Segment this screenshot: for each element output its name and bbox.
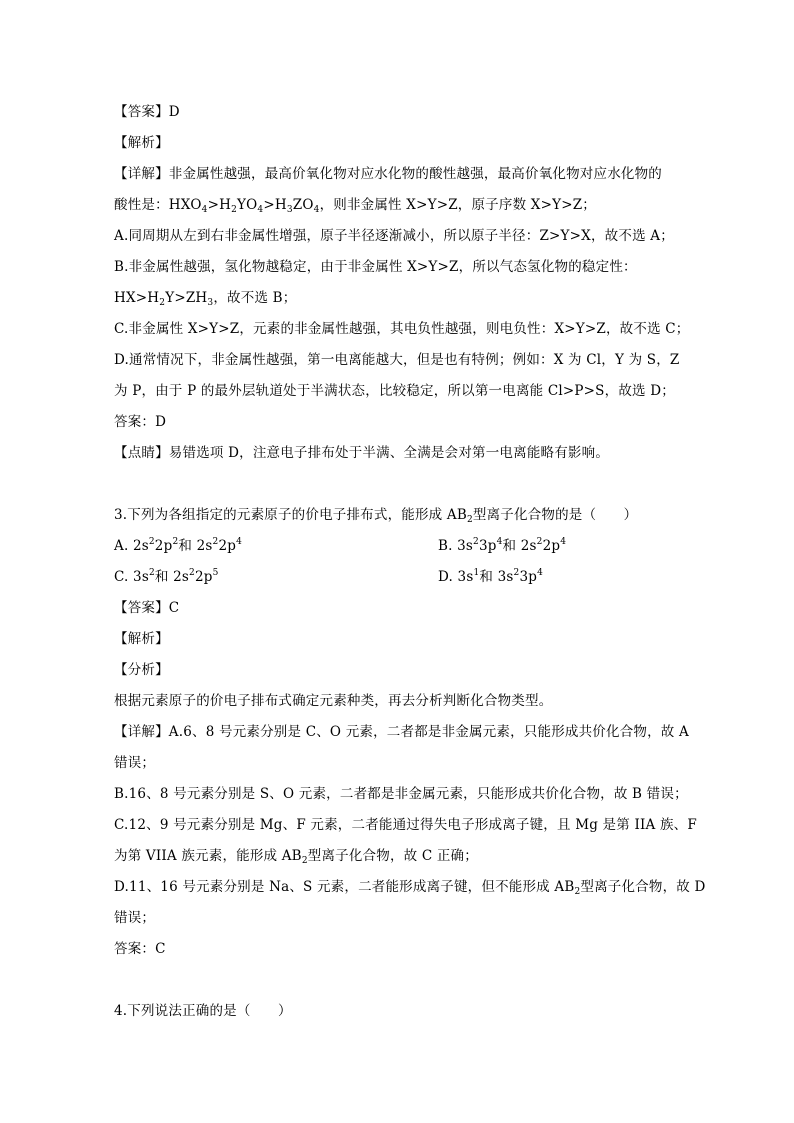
q3-answer: 【答案】C <box>114 600 180 616</box>
q3-option-a: A. $2s^22p^2$和 $2s^22p^4$ <box>114 537 243 554</box>
q3-detail-a-line1: 【详解】A.6、8 号元素分别是 C、O 元素，二者都是非金属元素，只能形成共价化合物，故 A <box>114 724 689 740</box>
q2-detail-line1: 【详解】非金属性越强，最高价氧化物对应水化物的酸性越强，最高价氧化物对应水化物的 <box>114 166 662 182</box>
q3-detail-b: B.16、8 号元素分别是 S、O 元素，二者都是非金属元素，只能形成共价化合物，故 B 错误； <box>114 786 688 802</box>
q2-option-c-explanation: C.非金属性 X>Y>Z，元素的非金属性越强，其电负性越强，则电负性：X>Y>Z，故不选 C； <box>114 321 690 337</box>
q2-detail-line2: 酸性是：$HXO_4>H_2YO_4>H_3ZO_4$，则非金属性 X>Y>Z，原子序数 X>Y>Z； <box>114 197 596 215</box>
q2-final-answer: 答案：D <box>114 414 167 430</box>
q3-detail-c-line2: 为第 VIIA 族元素，能形成 $AB_2$型离子化合物，故 C 正确； <box>114 848 478 866</box>
q2-option-a-explanation: A.同周期从左到右非金属性增强，原子半径逐渐减小，所以原子半径：Z>Y>X，故不选 A； <box>114 228 674 244</box>
q3-option-d: D. $3s^1$和 $3s^23p^4$ <box>438 568 544 585</box>
q2-option-d-explanation-line1: D.通常情况下，非金属性越强，第一电离能越大，但是也有特例；例如：X 为 Cl，Y 为 S，Z <box>114 352 680 368</box>
q2-analysis-heading: 【解析】 <box>114 135 169 151</box>
q3-final-answer: 答案：C <box>114 941 166 957</box>
q2-option-d-explanation-line2: 为 P，由于 P 的最外层轨道处于半满状态，比较稳定，所以第一电离能 Cl>P>S，故选 D； <box>114 383 675 399</box>
q2-option-b-explanation-line1: B.非金属性越强，氢化物越稳定，由于非金属性 X>Y>Z，所以气态氢化物的稳定性： <box>114 259 637 275</box>
q3-fenxi-text: 根据元素原子的价电子排布式确定元素种类，再去分析判断化合物类型。 <box>114 693 553 709</box>
q3-detail-a-line2: 错误； <box>114 755 156 771</box>
q2-note: 【点睛】易错选项 D，注意电子排布处于半满、全满是会对第一电离能略有影响。 <box>114 445 610 461</box>
q4-stem: 4.下列说法正确的是（ ） <box>114 1003 292 1019</box>
q3-fenxi-heading: 【分析】 <box>114 662 169 678</box>
q3-detail-d-line1: D.11、16 号元素分别是 Na、S 元素，二者能形成离子键，但不能形成 $AB_2$型离子化合物，故 D <box>114 879 706 897</box>
q3-option-b: B. $3s^23p^4$和 $2s^22p^4$ <box>438 537 567 554</box>
q3-stem: 3.下列为各组指定的元素原子的价电子排布式，能形成 $AB_2$型离子化合物的是（ ） <box>114 507 638 525</box>
q3-detail-c-line1: C.12、9 号元素分别是 Mg、F 元素，二者能通过得失电子形成离子键，且 Mg 是第 IIA 族、F <box>114 817 697 833</box>
q3-option-c: C. $3s^2$和 $2s^22p^5$ <box>114 568 219 585</box>
q2-answer: 【答案】D <box>114 104 180 120</box>
q3-detail-d-line2: 错误； <box>114 910 156 926</box>
q2-option-b-explanation-line2: $HX>H_2Y>ZH_3$，故不选 B； <box>114 290 297 308</box>
q3-analysis-heading: 【解析】 <box>114 631 169 647</box>
